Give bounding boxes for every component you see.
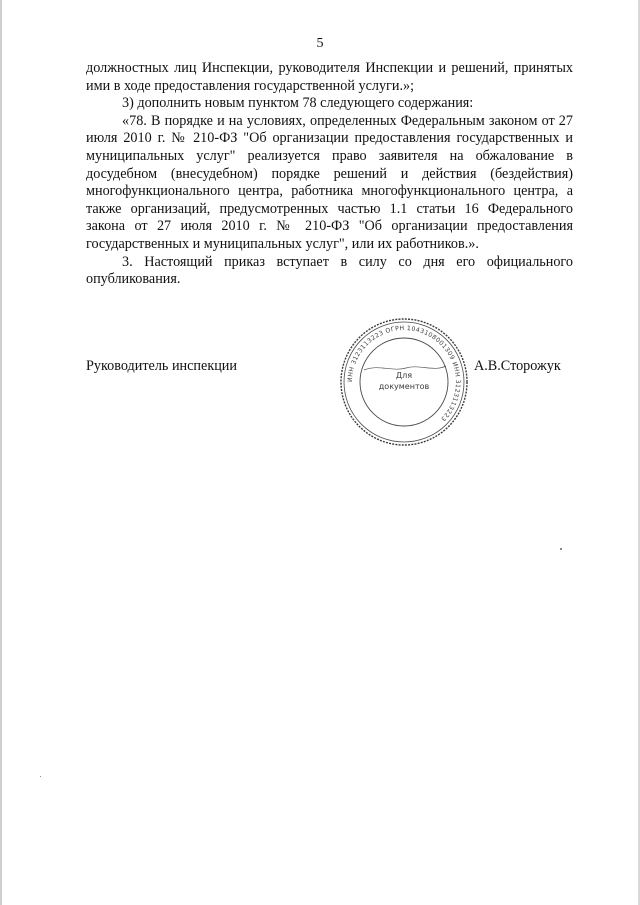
signatory-position: Руководитель инспекции (86, 358, 237, 374)
stamp-ring-text: ИНН 3123113223 ОГРН 1043108001309 ИНН 3123113223 (346, 324, 462, 423)
signatory-name: А.В.Сторожук (474, 358, 561, 374)
stamp-center-line-2: документов (378, 382, 430, 391)
paragraph-continuation: должностных лиц Инспекции, руководителя Инспекции и решений, принятых ими в ходе предоставления государственной услуги.»; (86, 60, 573, 94)
scan-speck (40, 776, 41, 777)
scan-speck (560, 548, 562, 550)
document-body (86, 60, 573, 289)
paragraph-amendment-intro: 3) дополнить новым пунктом 78 следующего содержания: (122, 95, 474, 112)
stamp-center-line-1: Для (395, 371, 413, 380)
stamp-signature-stroke (364, 366, 446, 370)
paragraph-effective-date: 3. Настоящий приказ вступает в силу со дня его официального опубликования. (86, 253, 573, 288)
official-stamp (334, 312, 474, 452)
scan-edge-left (0, 0, 2, 905)
paragraph-clause-78: «78. В порядке и на условиях, определенных Федеральным законом от 27 июля 2010 г. № 210-ФЗ "Об организации предоставления государственных и муниципальных услуг" реализуется право заявителя на обжалование в досудебном (внесудебном) порядке решений и действия (бездействия) многофункционального центра, работника многофункционального центра, а также организаций, предусмотренных частью 1.1 статьи 16 Федерального закона от 27 июля 2010 г. № 210-ФЗ "Об организации предоставления государственных и муниципальных услуг", или их работников.». (86, 112, 573, 252)
page-number: 5 (316, 36, 324, 51)
